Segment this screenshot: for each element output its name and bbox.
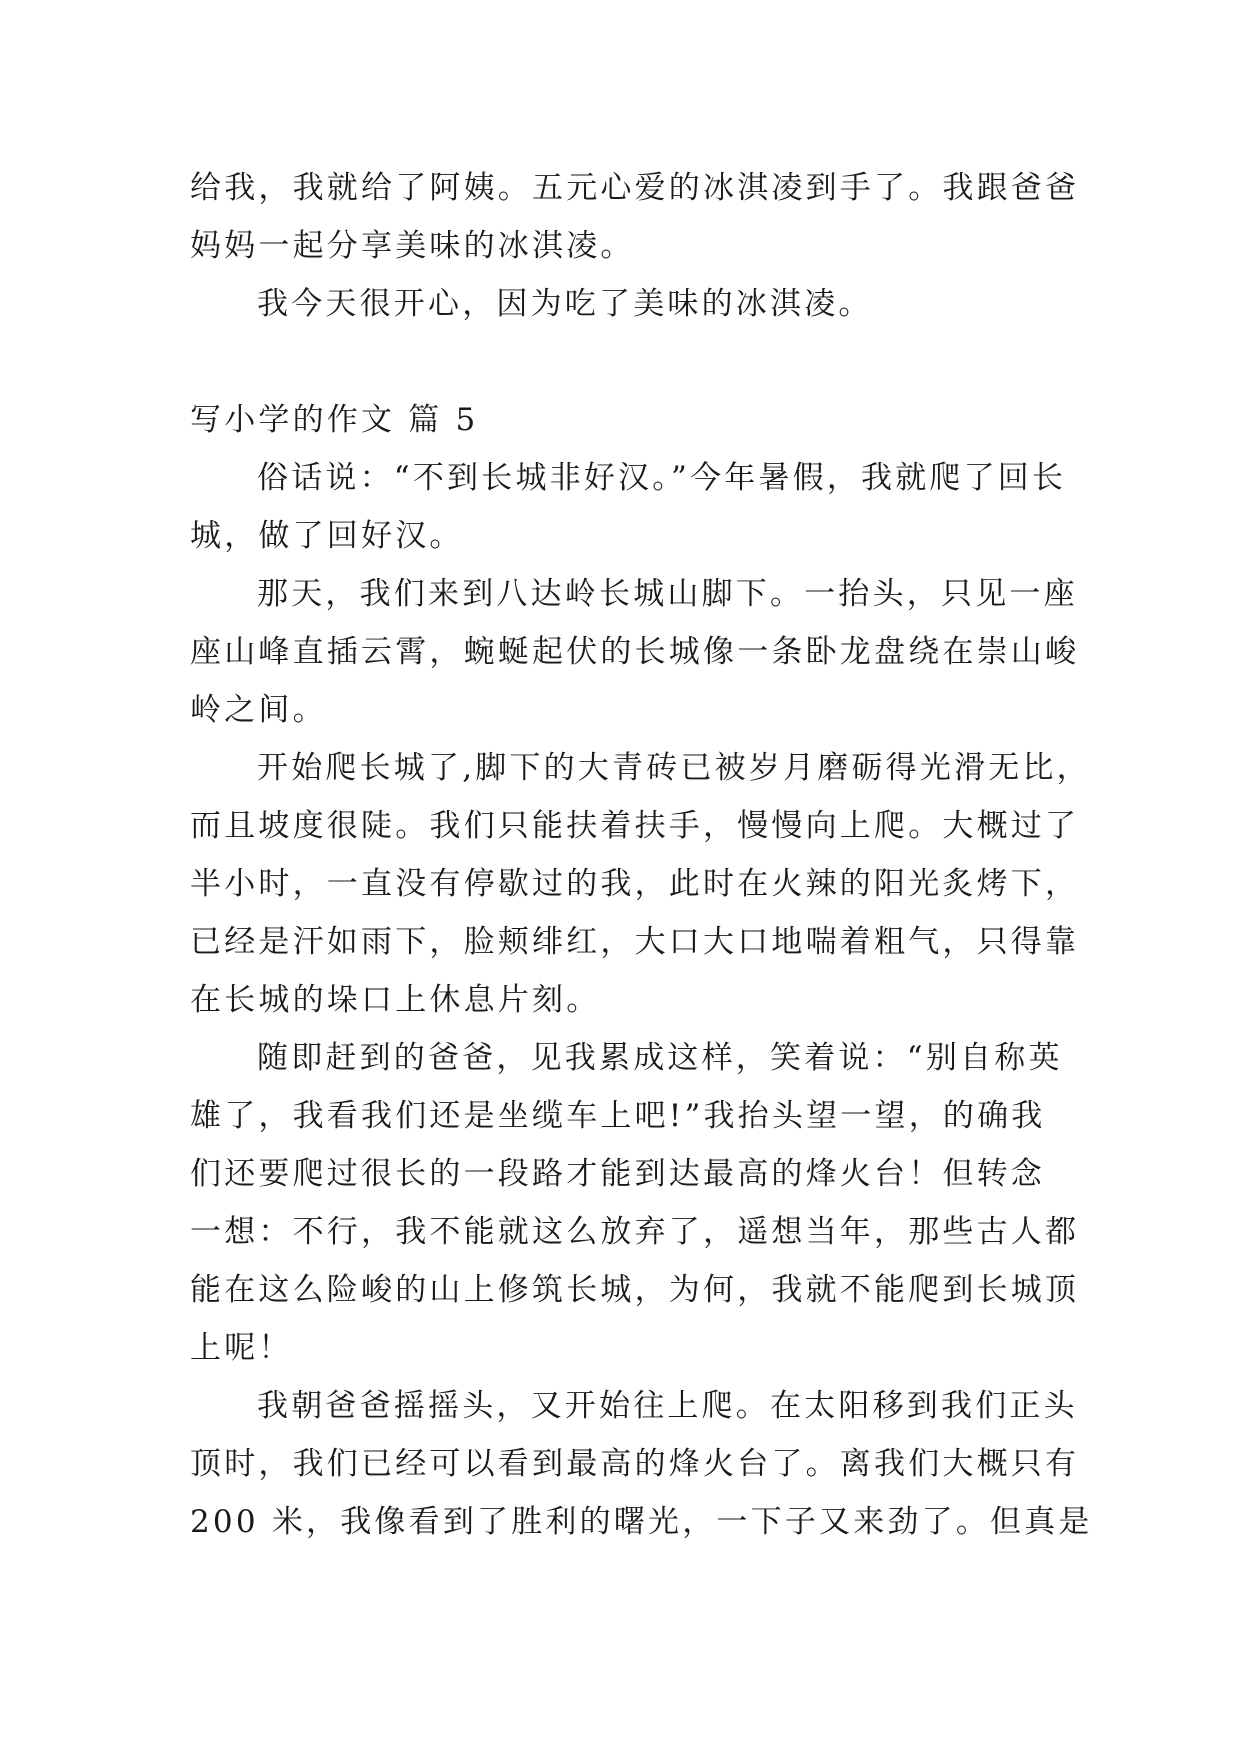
section-heading: 写小学的作文 篇 5 [190, 402, 479, 438]
text-line: 我今天很开心，因为吃了美味的冰淇凌。 [257, 286, 873, 322]
text-line: 随即赶到的爸爸，见我累成这样，笑着说：“别自称英 [257, 1040, 1063, 1076]
text-line: 城，做了回好汉。 [190, 518, 464, 554]
text-line: 而且坡度很陡。我们只能扶着扶手，慢慢向上爬。大概过了 [190, 808, 1080, 844]
text-line: 顶时，我们已经可以看到最高的烽火台了。离我们大概只有 [190, 1446, 1080, 1482]
text-line: 们还要爬过很长的一段路才能到达最高的烽火台！但转念 [190, 1156, 1045, 1192]
text-line: 给我，我就给了阿姨。五元心爱的冰淇凌到手了。我跟爸爸 [190, 170, 1080, 206]
text-line: 200 米，我像看到了胜利的曙光，一下子又来劲了。但真是 [190, 1504, 1093, 1540]
text-line: 一想：不行，我不能就这么放弃了，遥想当年，那些古人都 [190, 1214, 1080, 1250]
text-line: 妈妈一起分享美味的冰淇凌。 [190, 228, 635, 264]
text-line: 开始爬长城了,脚下的大青砖已被岁月磨砺得光滑无比， [257, 750, 1091, 786]
text-line: 半小时，一直没有停歇过的我，此时在火辣的阳光炙烤下， [190, 866, 1080, 902]
text-line: 能在这么险峻的山上修筑长城，为何，我就不能爬到长城顶 [190, 1272, 1080, 1308]
text-line: 已经是汗如雨下，脸颊绯红，大口大口地喘着粗气，只得靠 [190, 924, 1080, 960]
text-line: 座山峰直插云霄，蜿蜒起伏的长城像一条卧龙盘绕在崇山峻 [190, 634, 1080, 670]
text-line: 雄了，我看我们还是坐缆车上吧!”我抬头望一望，的确我 [190, 1098, 1046, 1134]
text-line: 岭之间。 [190, 692, 327, 728]
text-line: 那天，我们来到八达岭长城山脚下。一抬头，只见一座 [257, 576, 1078, 612]
text-line: 上呢！ [190, 1330, 293, 1366]
text-line: 在长城的垛口上休息片刻。 [190, 982, 601, 1018]
text-line: 我朝爸爸摇摇头，又开始往上爬。在太阳移到我们正头 [257, 1388, 1078, 1424]
text-line: 俗话说：“不到长城非好汉。”今年暑假，我就爬了回长 [257, 460, 1067, 496]
